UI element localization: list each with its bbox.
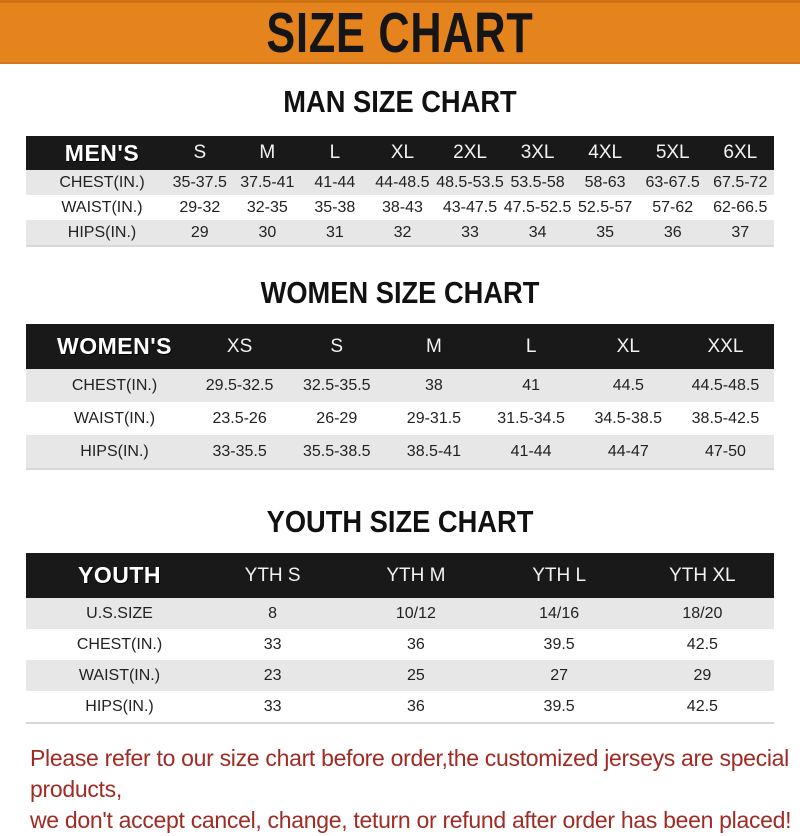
size-value-cell: 32 — [393, 223, 412, 241]
table-row — [26, 402, 774, 435]
column-header: XS — [226, 335, 253, 357]
table-row — [26, 660, 774, 691]
women-section-heading: WOMEN SIZE CHART — [260, 275, 540, 310]
table-title: MEN'S — [64, 139, 140, 166]
row-label: U.S.SIZE — [86, 604, 153, 622]
size-value-cell: 41 — [522, 376, 540, 394]
row-label: HIPS(IN.) — [80, 442, 149, 460]
men-section-heading: MAN SIZE CHART — [283, 84, 517, 119]
column-header: M — [259, 142, 276, 163]
size-value-cell: 35-37.5 — [172, 173, 227, 191]
table-row — [26, 691, 774, 722]
column-header: 6XL — [723, 142, 758, 163]
column-header: L — [525, 335, 537, 357]
size-value-cell: 39.5 — [543, 697, 575, 715]
size-value-cell: 18/20 — [682, 604, 723, 622]
column-header: XL — [616, 335, 640, 357]
size-value-cell: 33-35.5 — [212, 442, 267, 460]
size-value-cell: 47-50 — [704, 442, 746, 460]
row-label: CHEST(IN.) — [59, 173, 145, 191]
table-row — [26, 220, 774, 245]
size-value-cell: 33 — [263, 635, 282, 653]
size-value-cell: 36 — [663, 223, 682, 241]
section-youth — [0, 504, 800, 540]
row-label: WAIST(IN.) — [73, 409, 156, 427]
column-header: L — [329, 142, 341, 163]
size-value-cell: 33 — [461, 223, 479, 241]
table-header-row — [26, 553, 774, 598]
size-value-cell: 27 — [550, 666, 569, 684]
size-value-cell: 32.5-35.5 — [302, 376, 371, 394]
column-header: XL — [390, 142, 415, 163]
size-value-cell: 42.5 — [686, 635, 718, 653]
size-value-cell: 43-47.5 — [442, 198, 498, 216]
column-header: YTH XL — [669, 564, 736, 586]
size-value-cell: 42.5 — [686, 697, 718, 715]
column-header: YTH M — [386, 564, 446, 586]
men-table-wrap — [0, 136, 800, 247]
size-value-cell: 37.5-41 — [240, 173, 295, 191]
size-value-cell: 31.5-34.5 — [497, 409, 565, 427]
row-label: CHEST(IN.) — [71, 376, 158, 394]
size-value-cell: 48.5-53.5 — [436, 173, 504, 191]
size-value-cell: 14/16 — [539, 604, 580, 622]
footer-line-2: we don't accept cancel, change, teturn or refund after order has been placed! — [30, 807, 792, 833]
size-value-cell: 57-62 — [652, 198, 694, 216]
table-header-row — [26, 136, 774, 170]
table-title: YOUTH — [78, 562, 161, 588]
footer-note — [30, 743, 800, 836]
row-label: WAIST(IN.) — [78, 666, 161, 684]
table-row — [26, 195, 774, 220]
size-value-cell: 34 — [528, 223, 547, 241]
size-value-cell: 31 — [326, 223, 344, 241]
women-table-wrap — [0, 324, 800, 470]
size-value-cell: 23 — [263, 666, 282, 684]
size-chart-banner — [0, 0, 800, 64]
table-row — [26, 435, 774, 468]
table-row — [26, 170, 774, 195]
size-value-cell: 52.5-57 — [577, 198, 633, 216]
size-value-cell: 29 — [693, 666, 712, 684]
column-header: 5XL — [655, 142, 690, 163]
size-value-cell: 38-43 — [381, 198, 423, 216]
size-value-cell: 29-31.5 — [406, 409, 462, 427]
column-header: M — [426, 335, 442, 357]
size-value-cell: 36 — [406, 697, 425, 715]
table-title: WOMEN'S — [56, 333, 173, 359]
page-title: SIZE CHART — [266, 1, 534, 65]
table-row — [26, 369, 774, 402]
size-value-cell: 35-38 — [314, 198, 356, 216]
size-value-cell: 23.5-26 — [212, 409, 267, 427]
size-value-cell: 58-63 — [584, 173, 626, 191]
size-value-cell: 29 — [190, 223, 209, 241]
size-value-cell: 36 — [406, 635, 425, 653]
size-value-cell: 33 — [263, 697, 282, 715]
size-value-cell: 26-29 — [316, 409, 358, 427]
size-value-cell: 41-44 — [510, 442, 552, 460]
size-value-cell: 38.5-41 — [406, 442, 462, 460]
size-value-cell: 44.5 — [612, 376, 644, 394]
table-header-row — [26, 324, 774, 369]
youth-size-table — [26, 553, 774, 724]
section-women — [0, 275, 800, 311]
size-value-cell: 38 — [425, 376, 443, 394]
size-value-cell: 10/12 — [395, 604, 436, 622]
size-value-cell: 44-48.5 — [375, 173, 430, 191]
section-men — [0, 84, 800, 120]
footer-line-1: Please refer to our size chart before order,the customized jerseys are special products, — [30, 745, 789, 802]
size-value-cell: 34.5-38.5 — [594, 409, 663, 427]
size-value-cell: 53.5-58 — [510, 173, 565, 191]
table-row — [26, 629, 774, 660]
size-value-cell: 47.5-52.5 — [503, 198, 572, 216]
size-value-cell: 38.5-42.5 — [691, 409, 760, 427]
size-value-cell: 62-66.5 — [713, 198, 768, 216]
column-header: S — [193, 142, 207, 163]
men-size-table — [26, 136, 774, 247]
size-value-cell: 37 — [731, 223, 750, 241]
size-value-cell: 63-67.5 — [645, 173, 700, 191]
row-label: CHEST(IN.) — [76, 635, 163, 653]
size-value-cell: 44-47 — [607, 442, 649, 460]
table-row — [26, 598, 774, 629]
size-value-cell: 67.5-72 — [713, 173, 768, 191]
size-value-cell: 44.5-48.5 — [691, 376, 760, 394]
column-header: S — [330, 335, 344, 357]
size-value-cell: 35.5-38.5 — [302, 442, 371, 460]
size-value-cell: 29.5-32.5 — [205, 376, 274, 394]
column-header: 3XL — [520, 142, 555, 163]
row-label: HIPS(IN.) — [85, 697, 154, 715]
youth-table-wrap — [0, 553, 800, 724]
column-header: XXL — [707, 335, 744, 357]
column-header: 2XL — [453, 142, 487, 163]
size-value-cell: 32-35 — [246, 198, 288, 216]
size-value-cell: 41-44 — [314, 173, 356, 191]
column-header: 4XL — [588, 142, 623, 163]
size-value-cell: 39.5 — [543, 635, 575, 653]
size-value-cell: 25 — [406, 666, 425, 684]
row-label: HIPS(IN.) — [67, 223, 137, 241]
size-value-cell: 8 — [268, 604, 278, 622]
row-label: WAIST(IN.) — [61, 198, 143, 216]
size-value-cell: 29-32 — [179, 198, 221, 216]
size-value-cell: 35 — [596, 223, 615, 241]
column-header: YTH S — [244, 564, 301, 586]
column-header: YTH L — [532, 564, 587, 586]
youth-section-heading: YOUTH SIZE CHART — [266, 504, 534, 539]
women-size-table — [26, 324, 774, 470]
size-value-cell: 30 — [258, 223, 277, 241]
